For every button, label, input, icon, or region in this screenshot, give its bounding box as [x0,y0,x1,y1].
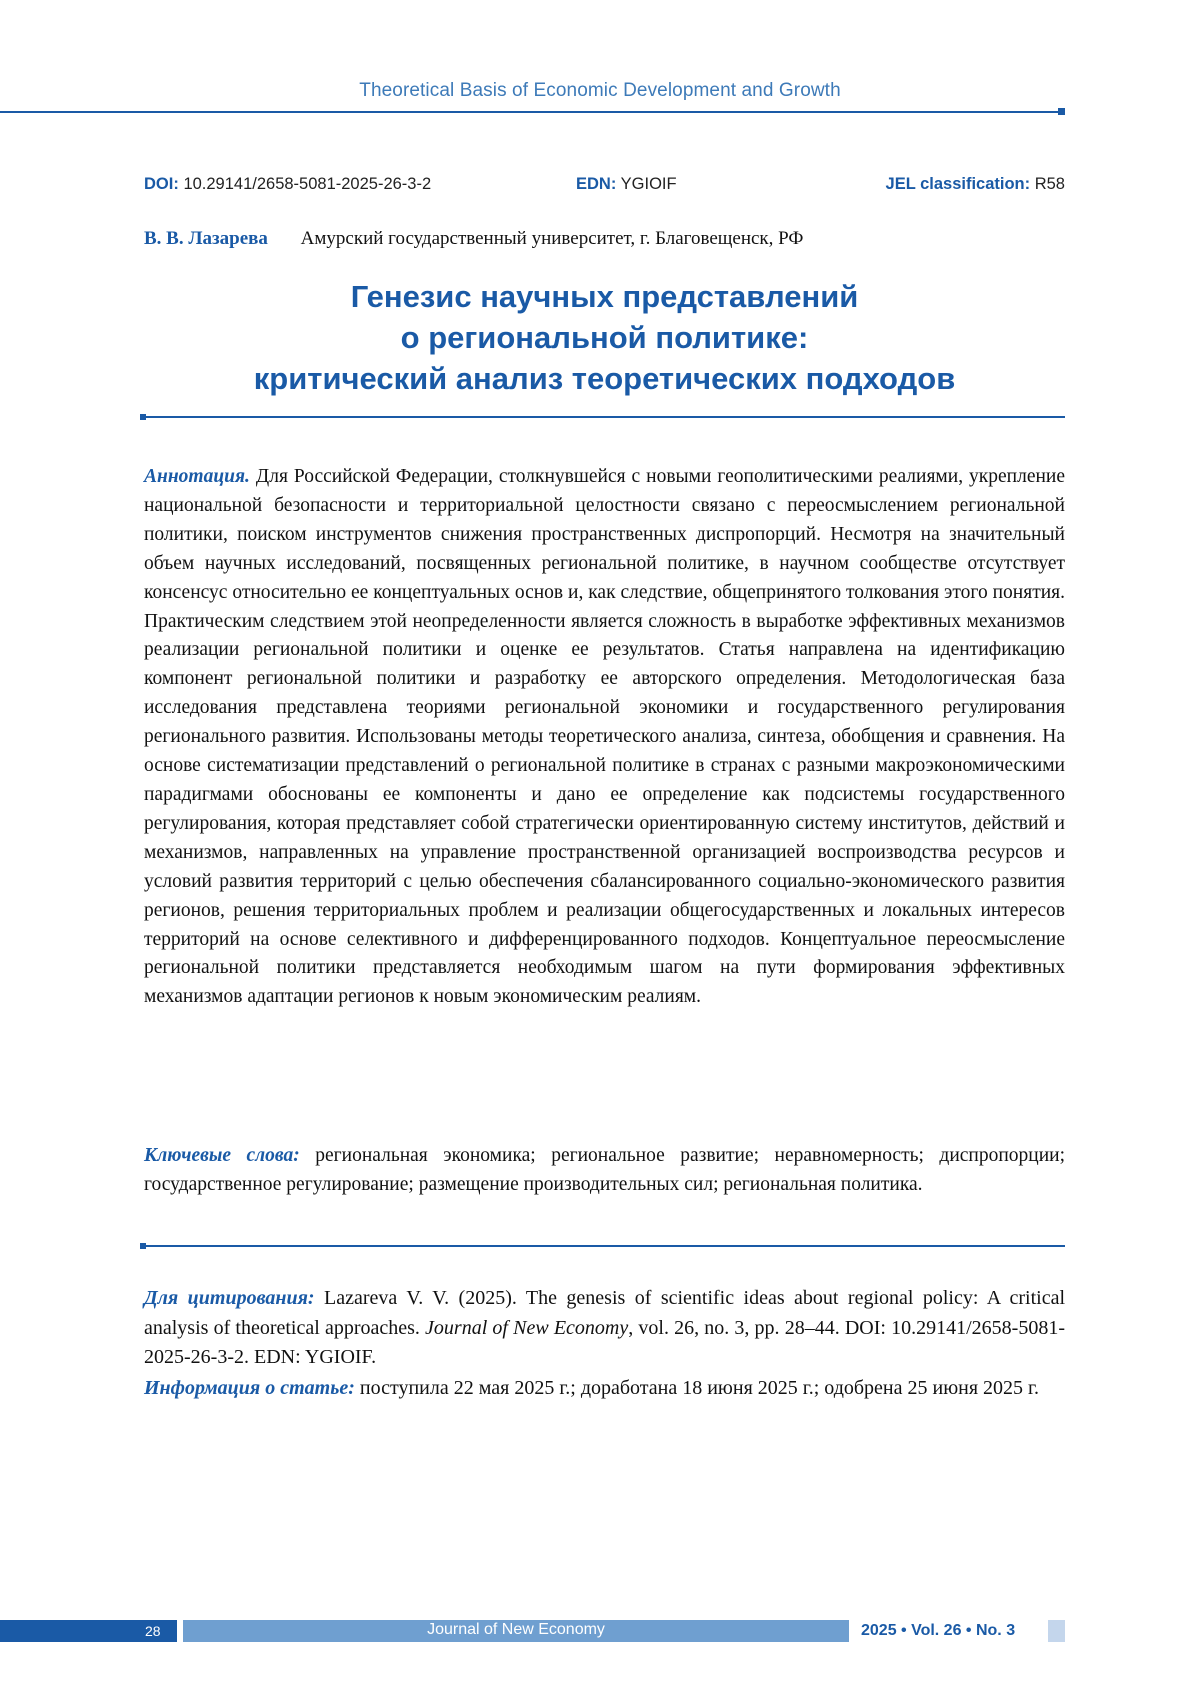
article-page [0,0,1200,1697]
doi-value: 10.29141/2658-5081-2025-26-3-2 [183,175,431,193]
abstract-label: Аннотация. [144,466,250,487]
edn-label: EDN: [576,175,616,193]
keywords-label: Ключевые слова: [144,1145,300,1166]
page-footer [0,1620,1200,1642]
citation [144,1284,1065,1373]
article-info [144,1374,1065,1404]
running-header: Theoretical Basis of Economic Development and Growth [0,80,1200,102]
edn [576,175,677,194]
author-name: В. В. Лазарева [144,228,268,249]
keywords [144,1141,1065,1199]
author-line [144,228,1065,250]
title-line: о региональной политике: [401,320,809,355]
jel-value: R58 [1035,175,1065,193]
page-number: 28 [145,1620,161,1642]
article-info-text: поступила 22 мая 2025 г.; доработана 18 июня 2025 г.; одобрена 25 июня 2025 г. [360,1377,1039,1399]
doi [144,175,431,194]
title-line: критический анализ теоретических подходов [254,361,956,396]
title-divider [144,416,1065,418]
footer-marker [1048,1620,1065,1642]
title-line: Генезис научных представлений [351,279,859,314]
article-title [144,276,1065,399]
footer-page-band [0,1620,177,1642]
author-affiliation: Амурский государственный университет, г. Благовещенск, РФ [301,228,804,249]
footer-journal-name: Journal of New Economy [183,1620,849,1642]
jel-classification [886,175,1065,194]
article-info-label: Информация о статье: [144,1377,355,1399]
title-divider-marker [140,414,146,420]
citation-details: , vol. 26, no. 3, pp. 28–44. DOI: 10.29141/2658-5081-2025-26-3-2. EDN: YGIOIF. [144,1317,1065,1369]
citation-text: Lazareva V. V. (2025). The genesis of scientific ideas about regional policy: A critical analysis of theoretical approaches. [144,1287,1065,1339]
citation-label: Для цитирования: [144,1287,315,1309]
jel-label: JEL classification: [886,175,1031,193]
article-identifiers [144,175,1065,197]
citation-journal: Journal of New Economy [425,1317,628,1339]
header-rule-end-marker [1058,108,1065,115]
keywords-divider [144,1245,1065,1247]
abstract [144,463,1065,1012]
doi-label: DOI: [144,175,179,193]
keywords-divider-marker [140,1243,146,1249]
edn-value: YGIOIF [621,175,677,193]
keywords-text: региональная экономика; региональное развитие; неравномерность; диспропорции; государственное регулирование; размещение производительных сил; региональная политика. [144,1145,1065,1195]
header-rule [0,111,1060,113]
footer-issue: 2025 • Vol. 26 • No. 3 [861,1620,1041,1642]
abstract-text: Для Российской Федерации, столкнувшейся с новыми геополитическими реалиями, укрепление национальной безопасности и территориальной целостности связано с переосмыслением региональной политики, поиском инструментов снижения пространственных диспропорций. Несмотря на значительный объем научных исследований, посвященных региональной политике, в научном сообществе отсутствует консенсус относительно ее концептуальных основ и, как следствие, общепринятого толкования этого понятия. Практическим следствием этой неопределенности является сложность в выработке эффективных механизмов реализации региональной политики и оценке ее результатов. Статья направлена на идентификацию компонент региональной политики и разработку ее авторского определения. Методологическая база исследования представлена теориями региональной экономики и государственного регулирования регионального развития. Использованы методы теоретического анализа, синтеза, обобщения и сравнения. На основе систематизации представлений о региональной политике в странах с разными макроэкономическими парадигмами обоснованы ее компоненты и дано ее определение как подсистемы государственного регулирования, которая представляет собой стратегически ориентированную систему институтов, действий и механизмов, направленных на управление пространственной организацией воспроизводства ресурсов и условий развития территорий с целью обеспечения сбалансированного социально-экономического развития регионов, решения территориальных проблем и реализации общегосударственных и локальных интересов территорий на основе селективного и дифференцированного подходов. Концептуальное переосмысление региональной политики представляется необходимым шагом на пути формирования эффективных механизмов адаптации регионов к новым экономическим реалиям. [144,466,1065,1007]
